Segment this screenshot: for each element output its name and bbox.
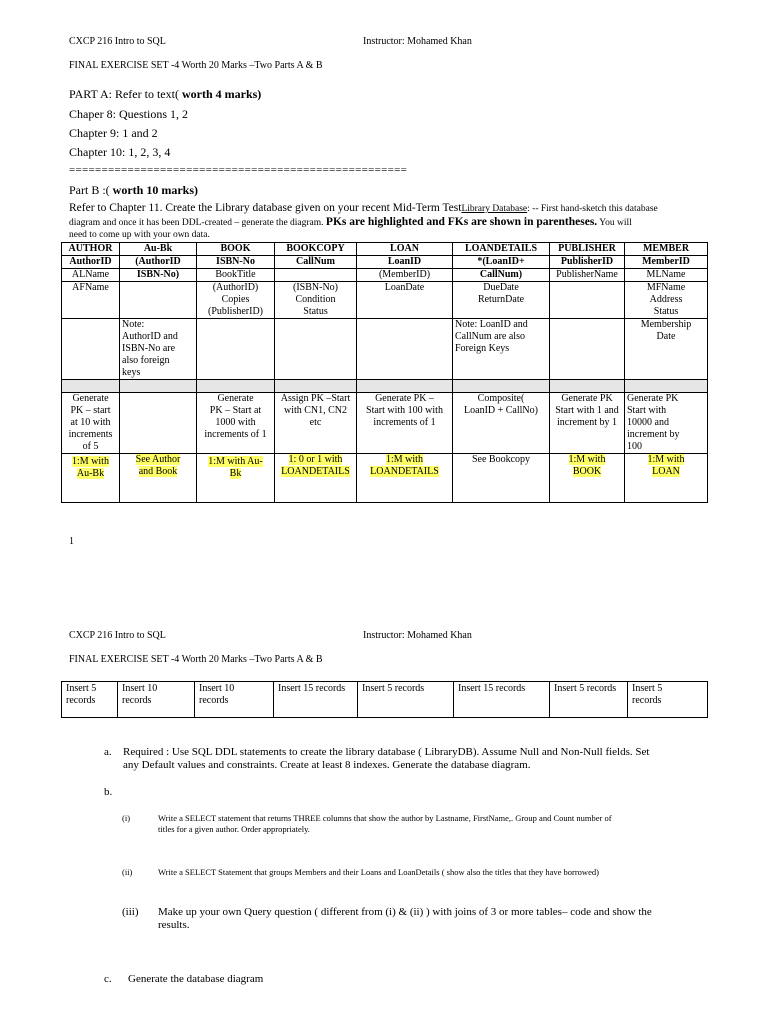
part-a-marks: worth 4 marks)	[181, 87, 262, 101]
part-b-prefix: Part B :(	[69, 183, 113, 197]
table-cell	[120, 380, 197, 393]
table-cell	[62, 319, 120, 380]
table-row	[62, 269, 708, 282]
header-loan: LOAN	[357, 243, 453, 256]
relationship-highlight: 1:M with Au-Bk	[72, 456, 109, 479]
loandetails-note: Note: LoanID and CallNum are also Foreign Keys	[453, 319, 550, 380]
item-c-label: c.	[104, 973, 112, 985]
refer-line-2	[69, 216, 632, 228]
table-cell: LoanID	[357, 256, 453, 269]
table-cell: Insert 15 records	[274, 682, 358, 718]
item-iii-line-1: Make up your own Query question ( different from (i) & (ii) ) with joins of 3 or more tables– code and show the	[158, 906, 652, 918]
relationships-row	[62, 454, 708, 503]
table-cell: Generate PK – Start at 1000 with increments of 1	[197, 393, 275, 454]
table-cell: Generate PK Start with 1 and increment by 1	[550, 393, 625, 454]
table-cell: AFName	[62, 282, 120, 295]
table-cell: PublisherName	[550, 269, 625, 282]
table-cell	[275, 269, 357, 282]
table-cell	[357, 294, 453, 306]
table-cell: MemberID	[625, 256, 708, 269]
page-number: 1	[69, 536, 74, 547]
table-header-row	[62, 243, 708, 256]
refer-line-3: need to come up with your own data.	[69, 230, 210, 240]
relationship-highlight: 1:M with LOANDETAILS	[370, 454, 439, 477]
refer-line-1	[69, 202, 658, 214]
table-cell: DueDate	[453, 282, 550, 295]
grey-separator-row	[62, 380, 708, 393]
chapter-9-line: Chapter 9: 1 and 2	[69, 126, 158, 140]
relationship-highlight: See Author and Book	[135, 454, 181, 477]
table-cell	[275, 319, 357, 380]
part-a-heading	[69, 87, 261, 102]
table-cell	[550, 282, 625, 295]
table-cell: ISBN-No)	[120, 269, 197, 282]
item-b-label: b.	[104, 786, 113, 798]
table-cell: Copies	[197, 294, 275, 306]
table-cell: LoanDate	[357, 282, 453, 295]
course-header: CXCP 216 Intro to SQL	[69, 36, 166, 47]
table-cell	[62, 294, 120, 306]
table-cell: (MemberID)	[357, 269, 453, 282]
table-cell: Insert 10 records	[195, 682, 274, 718]
pk-row	[62, 256, 708, 269]
table-cell	[197, 319, 275, 380]
table-cell	[357, 306, 453, 319]
table-cell	[357, 319, 453, 380]
table-cell: MLName	[625, 269, 708, 282]
relationship-highlight: 1:M with Au- Bk	[208, 456, 263, 479]
library-erd-table	[61, 242, 708, 503]
table-cell: Insert 5 records	[62, 682, 118, 718]
refer-text-1b: : -- First hand-sketch this database	[527, 204, 658, 214]
table-cell: ReturnDate	[453, 294, 550, 306]
table-cell	[120, 282, 197, 295]
table-cell	[357, 380, 453, 393]
refer-text-2b: You will	[597, 218, 632, 228]
table-cell	[120, 306, 197, 319]
table-cell: MFName	[625, 282, 708, 295]
course-header: CXCP 216 Intro to SQL	[69, 630, 166, 641]
insert-records-table	[61, 681, 708, 718]
library-database-link[interactable]: Library Database	[461, 204, 528, 214]
item-iii-line-2: results.	[158, 919, 190, 931]
part-a-prefix: PART A: Refer to text(	[69, 87, 182, 101]
relationship-highlight: 1: 0 or 1 with LOANDETAILS	[281, 454, 350, 477]
item-iii-label: (iii)	[122, 906, 139, 918]
table-row	[62, 682, 708, 718]
relationship-text: See Bookcopy	[471, 454, 531, 465]
notes-row	[62, 319, 708, 380]
item-a-label: a.	[104, 746, 112, 758]
table-cell	[550, 380, 625, 393]
generate-pk-row	[62, 393, 708, 454]
table-cell: Insert 5 records	[628, 682, 708, 718]
table-cell: Generate PK – Start with 100 with increments of 1	[357, 393, 453, 454]
table-cell: Insert 15 records	[454, 682, 550, 718]
item-i-label: (i)	[122, 813, 131, 823]
table-cell: BookTitle	[197, 269, 275, 282]
relationship-highlight: 1:M with LOAN	[647, 454, 685, 477]
table-cell: (AuthorID)	[197, 282, 275, 295]
chapter-8-line: Chaper 8: Questions 1, 2	[69, 107, 188, 121]
header-member: MEMBER	[625, 243, 708, 256]
table-cell: CallNum	[275, 256, 357, 269]
header-loandetails: LOANDETAILS	[453, 243, 550, 256]
table-cell: Insert 5 records	[550, 682, 628, 718]
exercise-title: FINAL EXERCISE SET -4 Worth 20 Marks –Two Parts A & B	[69, 654, 323, 665]
au-bk-note: Note: AuthorID and ISBN-No are also foreign keys	[120, 319, 197, 380]
table-cell	[62, 380, 120, 393]
header-au-bk: Au-Bk	[120, 243, 197, 256]
part-b-heading	[69, 183, 198, 198]
item-i-line-1: Write a SELECT statement that returns THREE columns that show the author by Lastname, FirstName,. Group and Count number of	[158, 813, 612, 823]
item-ii-line-1: Write a SELECT Statement that groups Members and their Loans and LoanDetails ( show also the titles that they have borrowed)	[158, 867, 599, 877]
table-cell: CallNum)	[453, 269, 550, 282]
table-cell	[120, 393, 197, 454]
table-cell: (AuthorID	[120, 256, 197, 269]
table-row	[62, 306, 708, 319]
table-cell: ISBN-No	[197, 256, 275, 269]
table-row	[62, 282, 708, 295]
item-a-line-2: any Default values and constraints. Create at least 8 indexes. Generate the database diagram.	[123, 759, 531, 771]
item-ii-label: (ii)	[122, 867, 133, 877]
instructor-header: Instructor: Mohamed Khan	[363, 630, 472, 641]
pk-fk-note: PKs are highlighted and FKs are shown in parentheses.	[325, 216, 598, 228]
table-cell	[275, 380, 357, 393]
table-cell: Insert 10 records	[118, 682, 195, 718]
header-publisher: PUBLISHER	[550, 243, 625, 256]
table-cell	[453, 306, 550, 319]
table-cell: Address	[625, 294, 708, 306]
table-cell: Insert 5 records	[358, 682, 454, 718]
table-cell	[62, 306, 120, 319]
table-cell: Status	[275, 306, 357, 319]
table-cell: Assign PK –Start with CN1, CN2 etc	[275, 393, 357, 454]
table-cell: Condition	[275, 294, 357, 306]
table-cell	[120, 294, 197, 306]
table-cell	[197, 380, 275, 393]
table-cell: PublisherID	[550, 256, 625, 269]
table-cell: Status	[625, 306, 708, 319]
instructor-header: Instructor: Mohamed Khan	[363, 36, 472, 47]
table-cell: AuthorID	[62, 256, 120, 269]
table-cell: Membership Date	[625, 319, 708, 380]
exercise-title: FINAL EXERCISE SET -4 Worth 20 Marks –Two Parts A & B	[69, 60, 323, 71]
table-row	[62, 294, 708, 306]
table-cell: (ISBN-No)	[275, 282, 357, 295]
table-cell	[550, 294, 625, 306]
part-b-marks: worth 10 marks)	[112, 183, 198, 197]
table-cell	[625, 380, 708, 393]
item-a-line-1: Required : Use SQL DDL statements to create the library database ( LibraryDB). Assume Null and Non-Null fields. Set	[123, 746, 650, 758]
table-cell: *(LoanID+	[453, 256, 550, 269]
divider-line: ====================================================	[69, 164, 408, 176]
table-cell: (PublisherID)	[197, 306, 275, 319]
header-bookcopy: BOOKCOPY	[275, 243, 357, 256]
table-cell	[550, 319, 625, 380]
header-book: BOOK	[197, 243, 275, 256]
table-cell: Generate PK – start at 10 with increments of 5	[62, 393, 120, 454]
table-cell	[453, 380, 550, 393]
table-cell: ALName	[62, 269, 120, 282]
table-cell	[550, 306, 625, 319]
header-author: AUTHOR	[62, 243, 120, 256]
refer-text-1: Refer to Chapter 11. Create the Library database given on your recent Mid-Term Test	[69, 202, 462, 214]
item-i-line-2: titles for a given author. Order appropriately.	[158, 824, 310, 834]
refer-text-2: diagram and once it has been DDL-created – generate the diagram.	[69, 218, 326, 228]
item-c-line-1: Generate the database diagram	[128, 973, 264, 985]
table-cell: Generate PK Start with 10000 and increment by 100	[625, 393, 708, 454]
relationship-highlight: 1:M with BOOK	[568, 454, 606, 477]
chapter-10-line: Chapter 10: 1, 2, 3, 4	[69, 145, 171, 159]
table-cell: Composite( LoanID + CallNo)	[453, 393, 550, 454]
